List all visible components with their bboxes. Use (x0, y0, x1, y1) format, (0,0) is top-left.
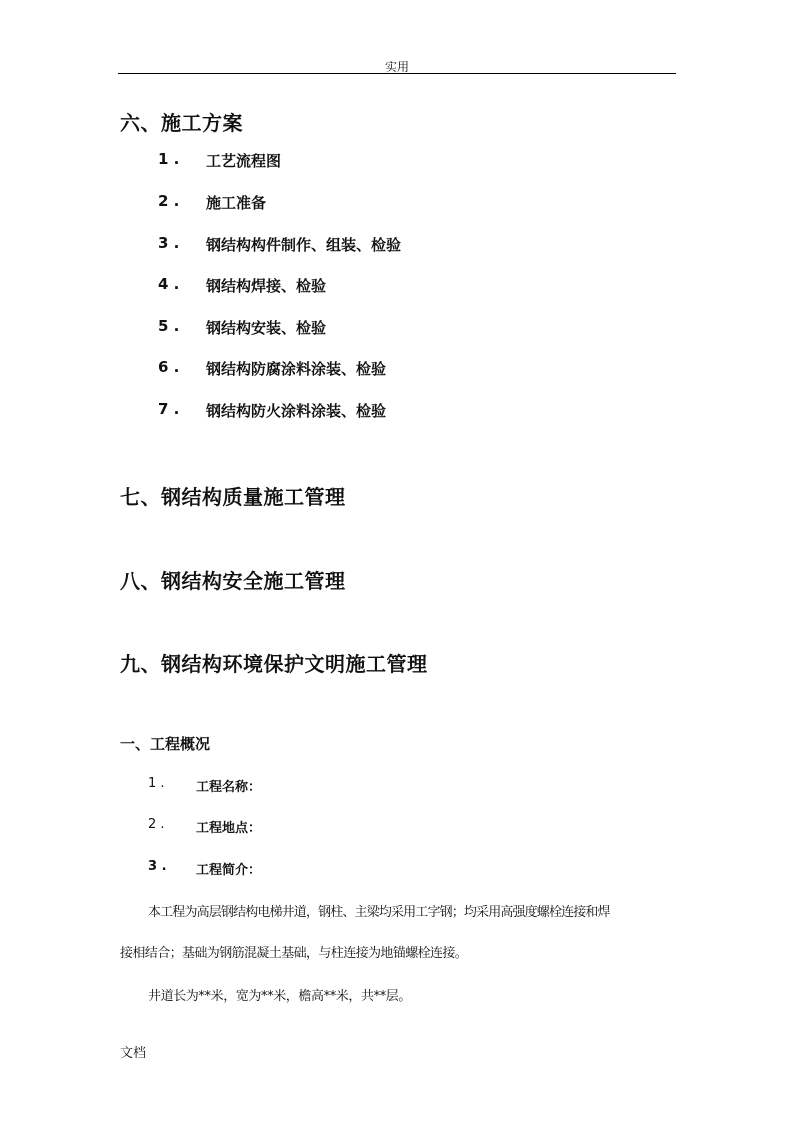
header-rule (118, 73, 676, 74)
overview-item-label: 工程名称： (196, 780, 262, 795)
paragraph: 井道长为**米，宽为**米，檐高**米，共**层。 (148, 989, 412, 1004)
section-8-title: 八、钢结构安全施工管理 (120, 569, 346, 593)
overview-item-label: 工程简介： (196, 863, 262, 878)
paragraph-line: 接相结合；基础为钢筋混凝土基础，与柱连接为地锚螺栓连接。 (120, 946, 468, 961)
overview-item-label: 工程地点： (196, 821, 262, 836)
overview-title: 一、工程概况 (120, 735, 211, 753)
item-number: 6 . (158, 358, 180, 376)
item-label: 钢结构安装、检验 (206, 319, 327, 337)
item-number: 2 . (158, 192, 180, 210)
paragraph-line: 本工程为高层钢结构电梯井道，钢柱、主梁均采用工字钢；均采用高强度螺栓连接和焊 (148, 905, 610, 920)
item-label: 工艺流程图 (206, 152, 282, 170)
overview-item-number: 2 . (148, 817, 165, 832)
overview-item-number: 1 . (148, 776, 165, 791)
page-header: 实用 (384, 60, 409, 74)
item-number: 3 . (158, 234, 180, 252)
section-9-title: 九、钢结构环境保护文明施工管理 (120, 652, 428, 676)
section-7-title: 七、钢结构质量施工管理 (120, 485, 346, 509)
page-footer: 文档 (120, 1046, 147, 1061)
item-label: 施工准备 (206, 194, 267, 212)
item-number: 7 . (158, 400, 180, 418)
section-6-title: 六、施工方案 (120, 111, 243, 135)
item-label: 钢结构焊接、检验 (206, 277, 327, 295)
item-number: 4 . (158, 275, 180, 293)
item-label: 钢结构防火涂料涂装、检验 (206, 402, 387, 420)
item-label: 钢结构构件制作、组装、检验 (206, 236, 402, 254)
item-label: 钢结构防腐涂料涂装、检验 (206, 360, 387, 378)
item-number: 1 . (158, 150, 180, 168)
overview-item-number: 3 . (148, 859, 167, 874)
item-number: 5 . (158, 317, 180, 335)
